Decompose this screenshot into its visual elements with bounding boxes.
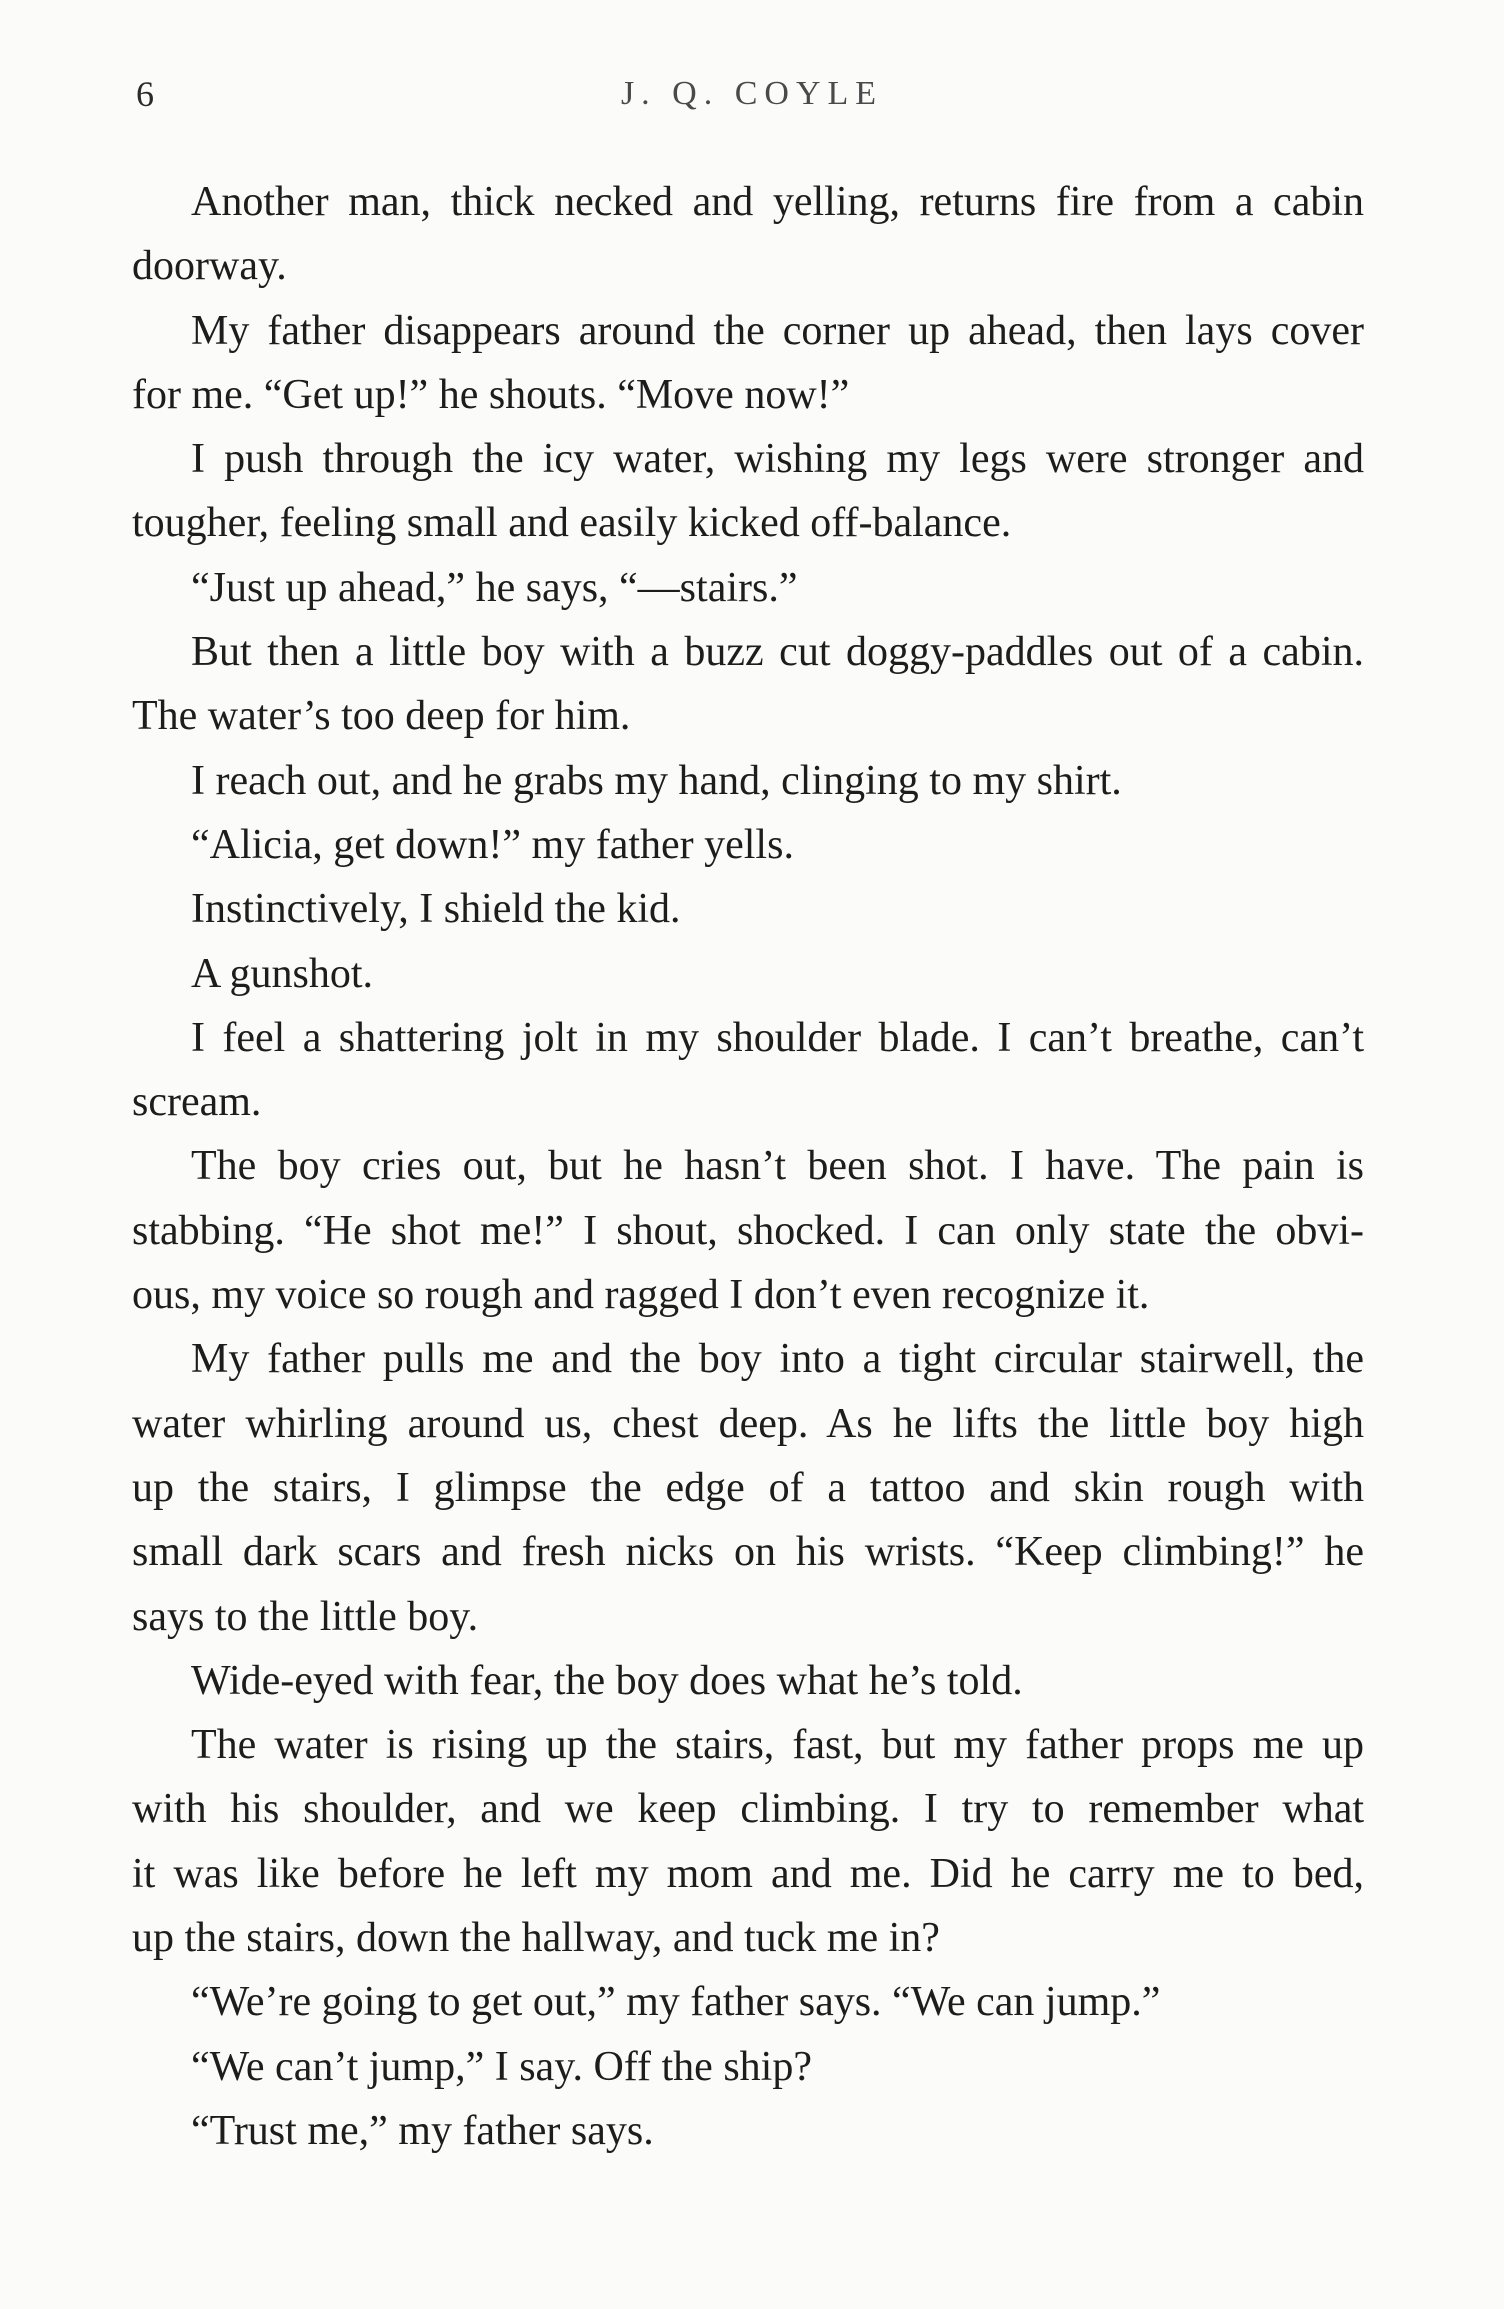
text-line: it was like before he left my mom and me. Did he carry me to bed, <box>132 1850 1364 1897</box>
paragraph <box>132 556 1364 620</box>
text-line: water whirling around us, chest deep. As he lifts the little boy high <box>132 1400 1364 1447</box>
text-line: “Trust me,” my father says. <box>191 2107 654 2154</box>
text-line: I push through the icy water, wishing my legs were stronger and <box>191 436 1364 483</box>
text-line: stabbing. “He shot me!” I shout, shocked. I can only state the obvi- <box>132 1207 1364 1254</box>
text-line: I feel a shattering jolt in my shoulder blade. I can’t breathe, can’t <box>191 1014 1364 1061</box>
text-line: says to the little boy. <box>132 1593 479 1640</box>
paragraph <box>132 1134 1364 1327</box>
paragraph <box>132 1327 1364 1648</box>
paragraph <box>132 813 1364 877</box>
text-line: The water is rising up the stairs, fast, but my father props me up <box>191 1722 1364 1769</box>
paragraph <box>132 942 1364 1006</box>
text-line: “We’re going to get out,” my father says. “We can jump.” <box>191 1979 1161 2026</box>
text-line: “We can’t jump,” I say. Off the ship? <box>191 2043 812 2090</box>
text-line: My father pulls me and the boy into a tight circular stairwell, the <box>191 1336 1364 1383</box>
text-line: The boy cries out, but he hasn’t been shot. I have. The pain is <box>191 1143 1364 1190</box>
text-line: with his shoulder, and we keep climbing. I try to remember what <box>132 1786 1364 1833</box>
text-line: Another man, thick necked and yelling, returns fire from a cabin <box>191 179 1364 225</box>
text-line: Wide-eyed with fear, the boy does what he’s told. <box>191 1657 1023 1704</box>
text-line: “Alicia, get down!” my father yells. <box>191 821 794 868</box>
text-line: scream. <box>132 1079 262 1126</box>
text-line: My father disappears around the corner up ahead, then lays cover <box>191 307 1364 354</box>
text-line: tougher, feeling small and easily kicked off-balance. <box>132 500 1012 547</box>
paragraph <box>132 877 1364 941</box>
paragraph <box>132 1970 1364 2034</box>
text-line: ous, my voice so rough and ragged I don’t even recognize it. <box>132 1272 1150 1319</box>
text-line: for me. “Get up!” he shouts. “Move now!” <box>132 371 850 418</box>
text-line: Instinctively, I shield the kid. <box>191 886 681 933</box>
paragraph <box>132 1006 1364 1135</box>
text-line: “Just up ahead,” he says, “—stairs.” <box>191 564 798 611</box>
text-line: But then a little boy with a buzz cut doggy-paddles out of a cabin. <box>191 629 1364 676</box>
body-text <box>132 170 1364 2163</box>
running-head: J. Q. COYLE <box>620 75 884 112</box>
text-line: doorway. <box>132 243 287 290</box>
page-number: 6 <box>136 74 154 114</box>
paragraph <box>132 427 1364 556</box>
paragraph <box>132 620 1364 749</box>
text-line: small dark scars and fresh nicks on his wrists. “Keep climbing!” he <box>132 1529 1364 1576</box>
paragraph <box>132 2035 1364 2099</box>
text-line: A gunshot. <box>191 950 374 997</box>
text-line: up the stairs, I glimpse the edge of a tattoo and skin rough with <box>132 1464 1364 1511</box>
paragraph <box>132 1649 1364 1713</box>
text-line: The water’s too deep for him. <box>132 693 631 740</box>
paragraph <box>132 1713 1364 1970</box>
text-line: up the stairs, down the hallway, and tuck me in? <box>132 1915 940 1962</box>
text-line: I reach out, and he grabs my hand, clinging to my shirt. <box>191 757 1122 804</box>
paragraph <box>132 170 1364 299</box>
paragraph <box>132 2099 1364 2163</box>
paragraph <box>132 749 1364 813</box>
paragraph <box>132 299 1364 428</box>
